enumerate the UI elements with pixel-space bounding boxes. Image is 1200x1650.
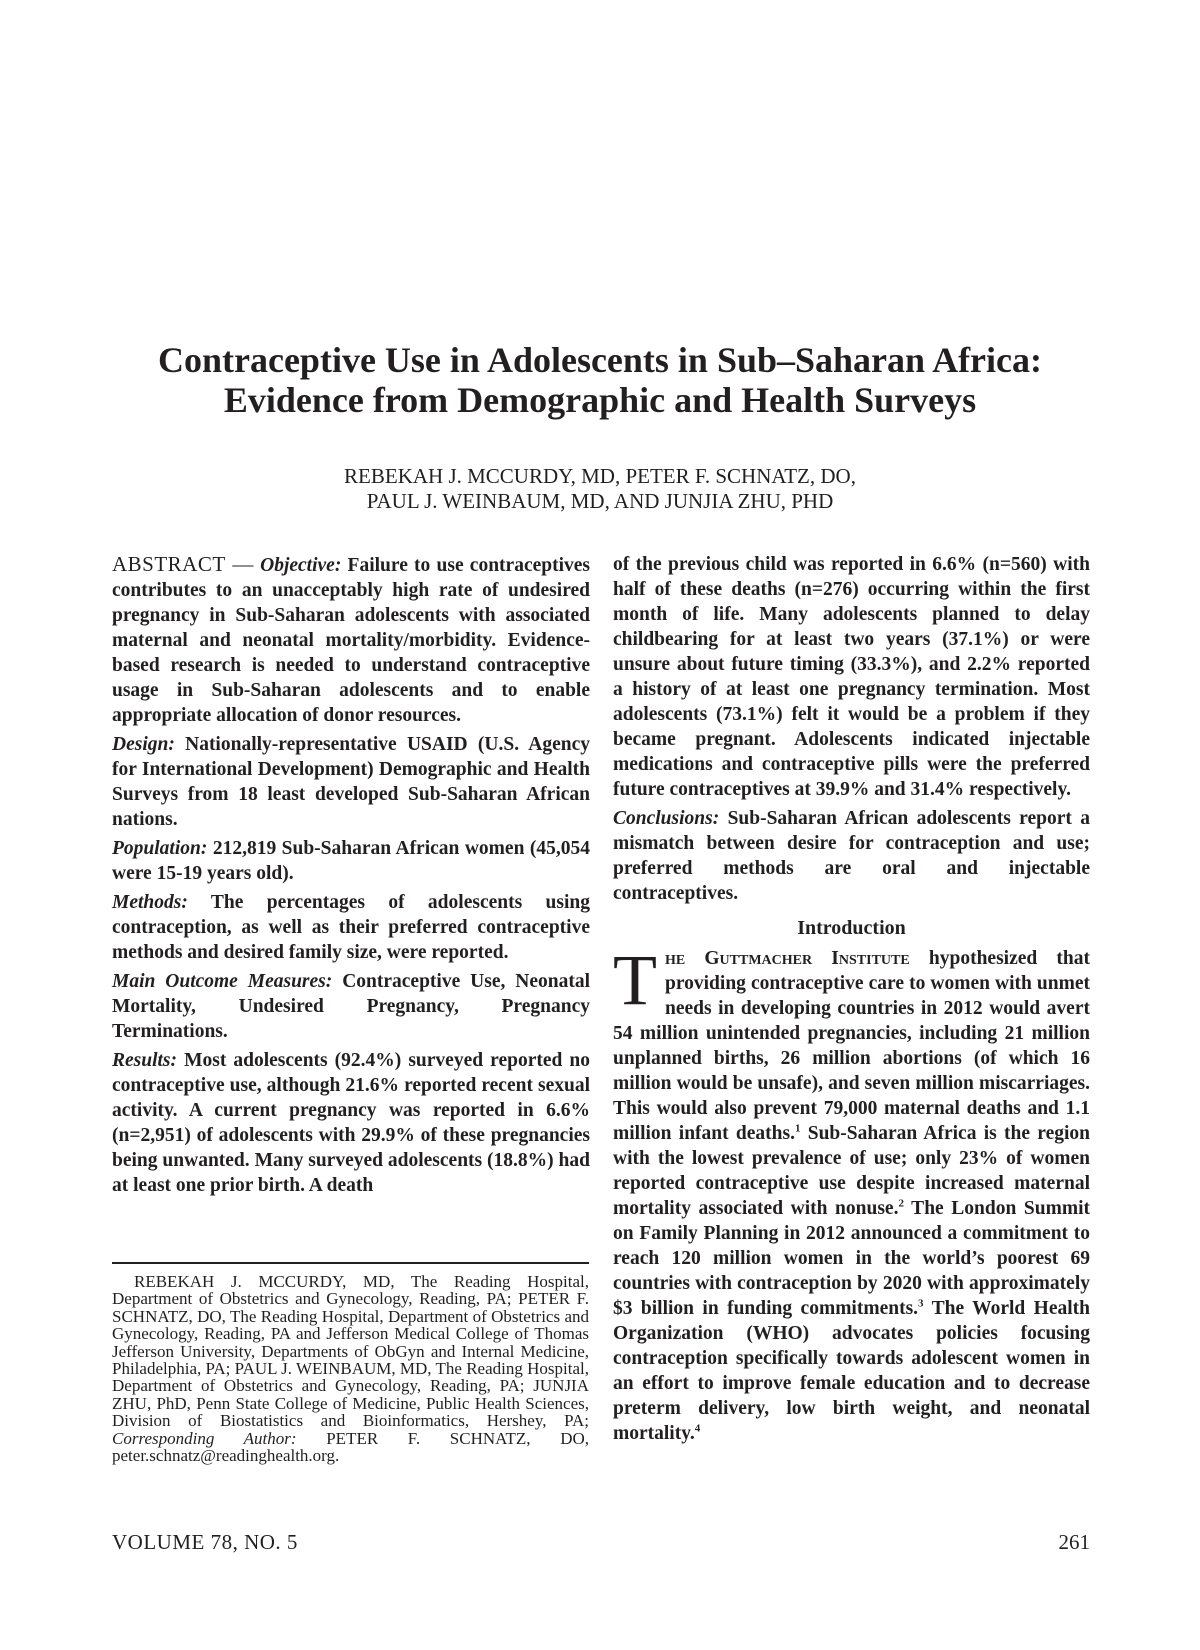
paper-title	[0, 340, 1200, 420]
objective-label: Objective:	[260, 555, 342, 576]
ref-1: 1	[794, 1122, 801, 1135]
design-label: Design:	[112, 734, 175, 755]
abstract-heading: ABSTRACT —	[112, 552, 254, 576]
population-label: Population:	[112, 838, 208, 859]
author-list	[0, 464, 1200, 514]
design-text: Nationally-representative USAID (U.S. Agency for International Development) Demographic and Health Surveys from 18 least developed Sub-Saharan African nations.	[112, 734, 590, 830]
ref-4: 4	[694, 1422, 701, 1435]
ref-3: 3	[918, 1297, 924, 1310]
abstract-conclusions	[613, 806, 1090, 906]
author-affiliations-footnote	[112, 1273, 589, 1464]
intro-small-caps: he Guttmacher Institute	[664, 948, 910, 969]
drop-cap: T	[613, 940, 657, 1020]
intro-text-2: Sub-Saharan Africa is the region with the lowest prevalence of use; only 23% of women reported contraceptive use despite increased maternal mortality associated with nonuse.	[613, 1123, 1090, 1219]
intro-text-3: The London Summit on Family Planning in 2012 announced a commitment to reach 120 million women in the world’s poorest 69 countries with contraception by 2020 with approximately $3 billion in funding commitments.	[613, 1198, 1090, 1319]
introduction-heading: Introduction	[797, 917, 906, 939]
results-text: Most adolescents (92.4%) surveyed reported no contraceptive use, although 21.6% reported recent sexual activity. A current pregnancy was reported in 6.6% (n=2,951) of adolescents with 29.9% of these pregnancies being unwanted. Many surveyed adolescents (18.8%) had at least one prior birth. A death	[112, 1050, 590, 1196]
footnote-contact: PETER F. SCHNATZ, DO, peter.schnatz@readinghealth.org.	[112, 1428, 590, 1466]
ref-2: 2	[898, 1197, 904, 1210]
left-column	[112, 552, 590, 1202]
intro-text-1: hypothesized that providing contraceptive care to women with unmet needs in developing countries in 2012 would avert 54 million unintended pregnancies, including 21 million unplanned births, 26 million abortions (of which 16 million would be unsafe), and seven million miscarriages. This would also prevent 79,000 maternal deaths and 1.1 million infant deaths.	[613, 948, 1090, 1144]
title-line-2: Evidence from Demographic and Health Surveys	[223, 380, 977, 420]
volume-issue: VOLUME 78, NO. 5	[112, 1530, 298, 1554]
abstract-population	[112, 836, 590, 886]
introduction-paragraph	[613, 940, 1090, 1446]
results-label: Results:	[112, 1050, 178, 1071]
abstract-results	[112, 1048, 590, 1198]
methods-text: The percentages of adolescents using contraception, as well as their preferred contraceptive methods and desired family size, were reported.	[112, 892, 590, 963]
right-column	[613, 552, 1090, 1446]
page-number: 261	[1058, 1530, 1090, 1554]
population-text: 212,819 Sub-Saharan African women (45,054 were 15-19 years old).	[112, 838, 590, 884]
abstract-results-continued	[613, 552, 1090, 802]
corresponding-author-label: Corresponding Author:	[112, 1428, 297, 1448]
authors-line-2: PAUL J. WEINBAUM, MD, AND JUNJIA ZHU, PHD	[366, 489, 834, 513]
abstract-outcomes	[112, 969, 590, 1044]
conclusions-text: Sub-Saharan African adolescents report a mismatch between desire for contraception and use; preferred methods are oral and injectable contraceptives.	[613, 808, 1090, 904]
abstract-design	[112, 732, 590, 832]
abstract-methods	[112, 890, 590, 965]
intro-text-4: The World Health Organization (WHO) advocates policies focusing contraception specifically towards adolescent women in an effort to improve female education and to decrease preterm delivery, low birth weight, and neonatal mortality.	[613, 1298, 1090, 1444]
methods-label: Methods:	[112, 892, 188, 913]
footnote-text: REBEKAH J. MCCURDY, MD, The Reading Hospital, Department of Obstetrics and Gynecology, Reading, PA; PETER F. SCHNATZ, DO, The Reading Hospital, Department of Obstetrics and Gynecology, Reading, PA and Jefferson Medical College of Thomas Jefferson University, Departments of ObGyn and Internal Medicine, Philadelphia, PA; PAUL J. WEINBAUM, MD, The Reading Hospital, Department of Obstetrics and Gynecology, Reading, PA; JUNJIA ZHU, PhD, Penn State College of Medicine, Public Health Sciences, Division of Biostatistics and Bioinformatics, Hershey, PA;	[112, 1272, 589, 1431]
results-continued-text: of the previous child was reported in 6.6% (n=560) with half of these deaths (n=276) occurring within the first month of life. Many adolescents planned to delay childbearing for at least two years (37.1%) or were unsure about future timing (33.3%), and 2.2% reported a history of at least one pregnancy termination. Most adolescents (73.1%) felt it would be a problem if they became pregnant. Adolescents indicated injectable medications and contraceptive pills were the preferred future contraceptives at 39.9% and 31.4% respectively.	[613, 554, 1090, 800]
authors-line-1: REBEKAH J. MCCURDY, MD, PETER F. SCHNATZ, DO,	[344, 464, 856, 488]
footnote-divider	[112, 1262, 589, 1264]
conclusions-label: Conclusions:	[613, 808, 720, 829]
abstract-objective	[112, 552, 590, 728]
objective-text: Failure to use contraceptives contributes to an unacceptably high rate of undesired pregnancy in Sub-Saharan adolescents with associated maternal and neonatal mortality/morbidity. Evidence-based research is needed to understand contraceptive usage in Sub-Saharan adolescents and to enable appropriate allocation of donor resources.	[112, 555, 591, 726]
title-line-1: Contraceptive Use in Adolescents in Sub–Saharan Africa:	[157, 340, 1043, 380]
outcome-label: Main Outcome Measures:	[112, 971, 333, 992]
outcome-text: Contraceptive Use, Neonatal Mortality, Undesired Pregnancy, Pregnancy Terminations.	[112, 971, 591, 1042]
